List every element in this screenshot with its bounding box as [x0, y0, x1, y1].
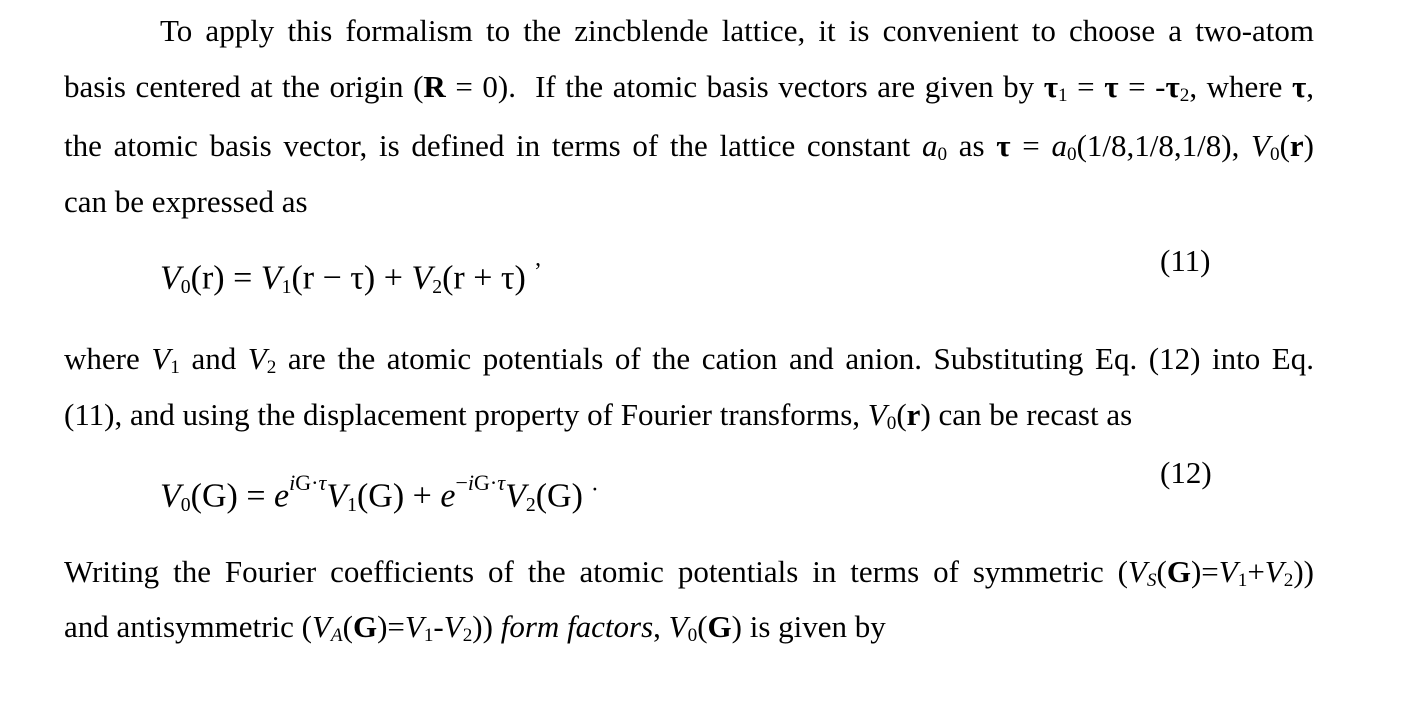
equation-11: $V_0(r) = V_1(r - \tau) + V_2(r + \tau)$ ’	[160, 259, 542, 298]
equation-12-trailing-mark: ·	[590, 477, 599, 503]
paragraph-1-line-1: To apply this formalism to the zincblende lattice, it is convenient to choose a two-atom	[160, 13, 1314, 48]
paragraph-3-line-1: Writing the Fourier coefficients of the atomic potentials in terms of symmetric $(V_S(G)=V_1+V_2)$)	[64, 554, 1314, 592]
equation-11-number: (11)	[1160, 243, 1211, 278]
paragraph-2-line-2: (11), and using the displacement property of Fourier transforms, $V_0(r)$ can be recast as	[64, 397, 1133, 435]
paragraph-1-line-3: the atomic basis vector, is defined in terms of the lattice constant $a_0$ as $\tau = a_0(1/8,1/8,1/8)$, $V_0(r)$	[64, 128, 1314, 166]
equation-12-number: (12)	[1160, 455, 1212, 490]
paragraph-2-line-1: where $V_1$ and $V_2$ are the atomic potentials of the cation and anion. Substituting Eq. (12) into Eq.	[64, 341, 1314, 379]
equation-12: $V_0(G) = e^{iG\cdot\tau}V_1(G) + e^{-iG\cdot\tau}V_2(G)$ ·	[160, 470, 599, 516]
paragraph-3-line-2: and antisymmetric $(V_A(G)=V_1-V_2)$) form factors, $V_0(G)$ is given by	[64, 609, 886, 647]
paragraph-1-line-2: basis centered at the origin (R = 0). If the atomic basis vectors are given by $\tau_1 = \tau = -\tau_2$, where τ,	[64, 69, 1315, 107]
equation-11-trailing-mark: ’	[533, 259, 542, 285]
paragraph-1-line-4: can be expressed as	[64, 184, 308, 219]
